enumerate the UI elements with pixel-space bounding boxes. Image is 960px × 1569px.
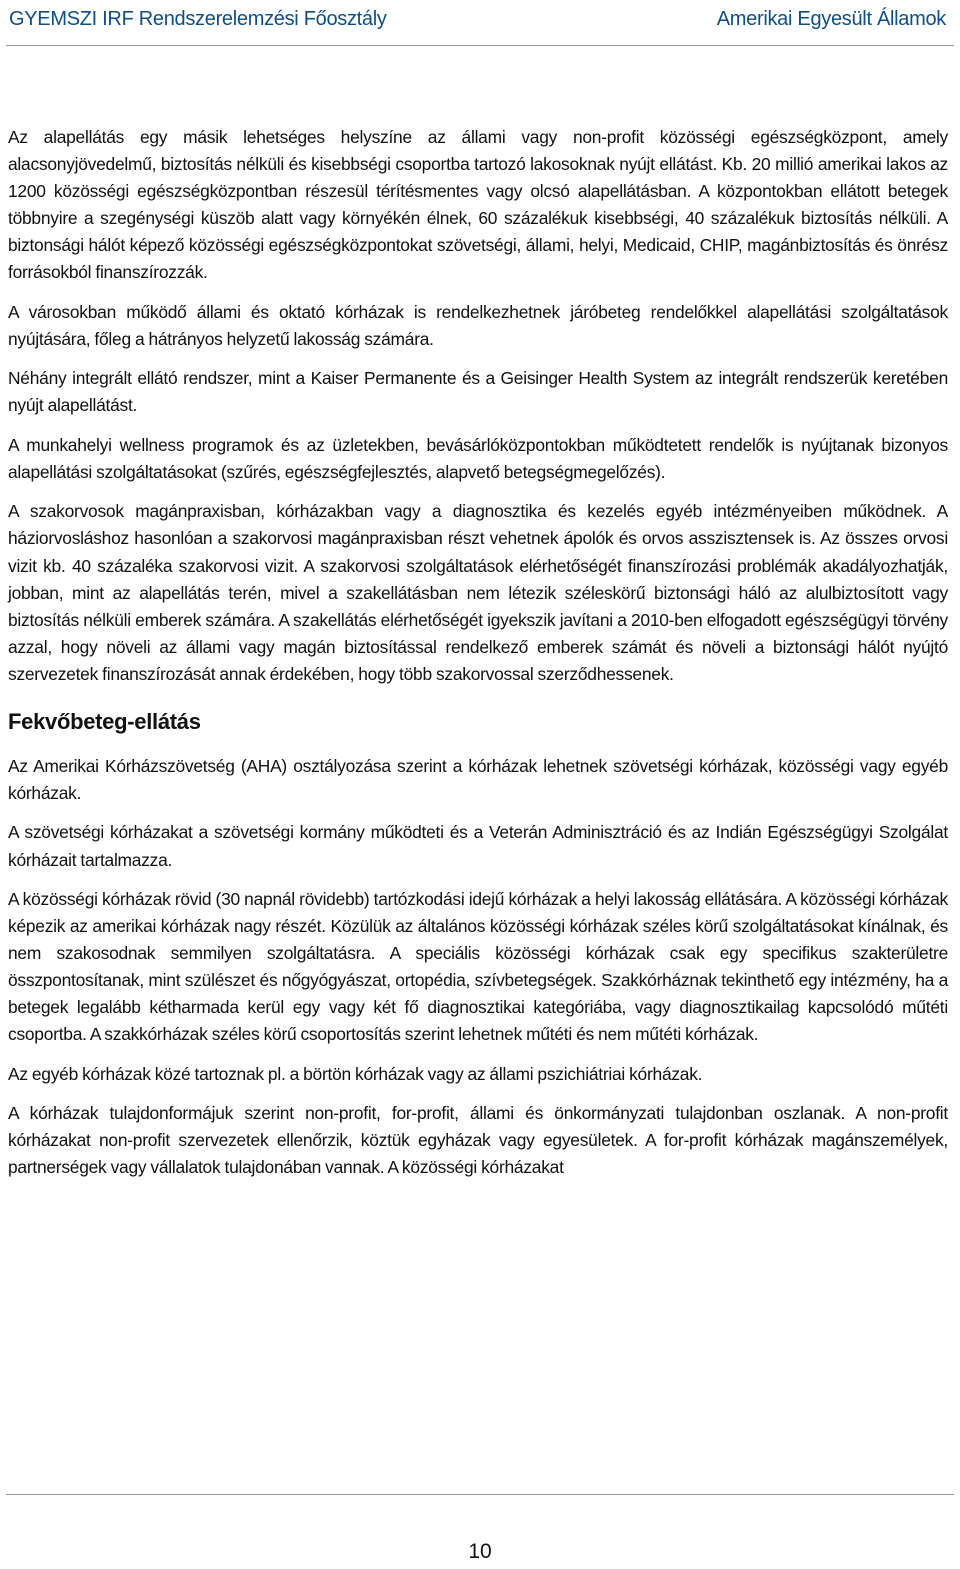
paragraph: A közösségi kórházak rövid (30 napnál rövidebb) tartózkodási idejű kórházak a helyi lakosság ellátására. A közösségi kórházak képezik az amerikai kórházak nagy részét. Közülük az általános közösségi kórházak széles körű szolgáltatásokat kínálnak, és nem szakosodnak semmilyen szolgáltatásra. A speciális közösségi kórházak csak egy specifikus szakterületre összpontosítanak, mint szülészet és nőgyógyászat, ortopédia, szívbetegségek. Szakkórháznak tekinthető egy intézmény, ha a betegek legalább kétharmada kerül egy vagy két fő diagnosztikai kategóriába, vagy diagnosztikailag kapcsolódó műtéti csoportba. A szakkórházak széles körű csoportosítás szerint lehetnek műtéti és nem műtéti kórházak. bbox=[8, 888, 948, 1045]
paragraph: Az egyéb kórházak közé tartoznak pl. a börtön kórházak vagy az állami pszichiátriai kórházak. bbox=[8, 1063, 703, 1084]
document-body bbox=[8, 124, 948, 1194]
page-number: 10 bbox=[468, 1540, 492, 1563]
header-divider bbox=[6, 45, 954, 46]
paragraph: Az Amerikai Kórházszövetség (AHA) osztályozása szerint a kórházak lehetnek szövetségi kórházak, közösségi vagy egyéb kórházak. bbox=[8, 755, 948, 804]
paragraph: A kórházak tulajdonformájuk szerint non-profit, for-profit, állami és önkormányzati tulajdonban oszlanak. A non-profit kórházakat non-profit szervezetek ellenőrzik, köztük egyházak vagy egyesületek. A for-profit kórházak magánszemélyek, partnerségek vagy vállalatok tulajdonában vannak. A közösségi kórházakat bbox=[8, 1103, 948, 1178]
paragraph: Az alapellátás egy másik lehetséges helyszíne az állami vagy non-profit közösségi egészségközpont, amely alacsonyjövedelmű, biztosítás nélküli és kisebbségi csoportba tartozó lakosoknak nyújt ellátást. Kb. 20 millió amerikai lakos az 1200 közösségi egészségközpontban részesül térítésmentes vagy olcsó alapellátásban. A központokban ellátott betegek többnyire a szegénységi küszöb alatt vagy környékén élnek, 60 százalékuk kisebbségi, 40 százalékuk biztosítás nélküli. A biztonsági hálót képező közösségi egészségközpontokat szövetségi, állami, helyi, Medicaid, CHIP, magánbiztosítás és önrész forrásokból finanszírozzák. bbox=[8, 127, 948, 283]
paragraph: A szakorvosok magánpraxisban, kórházakban vagy a diagnosztika és kezelés egyéb intézményeiben működnek. A háziorvosláshoz hasonlóan a szakorvosi magánpraxisban részt vehetnek ápolók és orvos asszisztensek is. Az összes orvosi vizit kb. 40 százaléka szakorvosi vizit. A szakorvosi szolgáltatások elérhetőségét finanszírozási problémák akadályozhatják, jobban, mint az alapellátás terén, mivel a szakellátásban nem létezik széleskörű biztonsági háló az alulbiztosított vagy biztosítás nélküli emberek számára. A szakellátás elérhetőségét igyekszik javítani a 2010-ben elfogadott egészségügyi törvény azzal, hogy növeli az állami vagy magán biztosítással rendelkező emberek számát és növeli a biztonsági hálót nyújtó szervezetek finanszírozását annak érdekében, hogy több szakorvossal szerződhessenek. bbox=[8, 501, 948, 684]
header-organization: GYEMSZI IRF Rendszerelemzési Főosztály bbox=[9, 7, 387, 30]
section-heading: Fekvőbeteg-ellátás bbox=[8, 708, 201, 734]
paragraph: A munkahelyi wellness programok és az üzletekben, bevásárlóközpontokban működtetett rendelők is nyújtanak bizonyos alapellátási szolgáltatásokat (szűrés, egészségfejlesztés, alapvető betegségmegelőzés). bbox=[8, 434, 948, 482]
page-header bbox=[9, 4, 946, 34]
header-country: Amerikai Egyesült Államok bbox=[716, 7, 946, 30]
footer-divider bbox=[6, 1494, 954, 1495]
paragraph: Néhány integrált ellátó rendszer, mint a Kaiser Permanente és a Geisinger Health System az integrált rendszerük keretében nyújt alapellátást. bbox=[8, 368, 948, 416]
paragraph: A városokban működő állami és oktató kórházak is rendelkezhetnek járóbeteg rendelőkkel alapellátási szolgáltatások nyújtására, főleg a hátrányos helyzetű lakosság számára. bbox=[8, 301, 948, 349]
paragraph: A szövetségi kórházakat a szövetségi kormány működteti és a Veterán Adminisztráció és az Indián Egészségügyi Szolgálat kórházait tartalmazza. bbox=[8, 822, 948, 870]
